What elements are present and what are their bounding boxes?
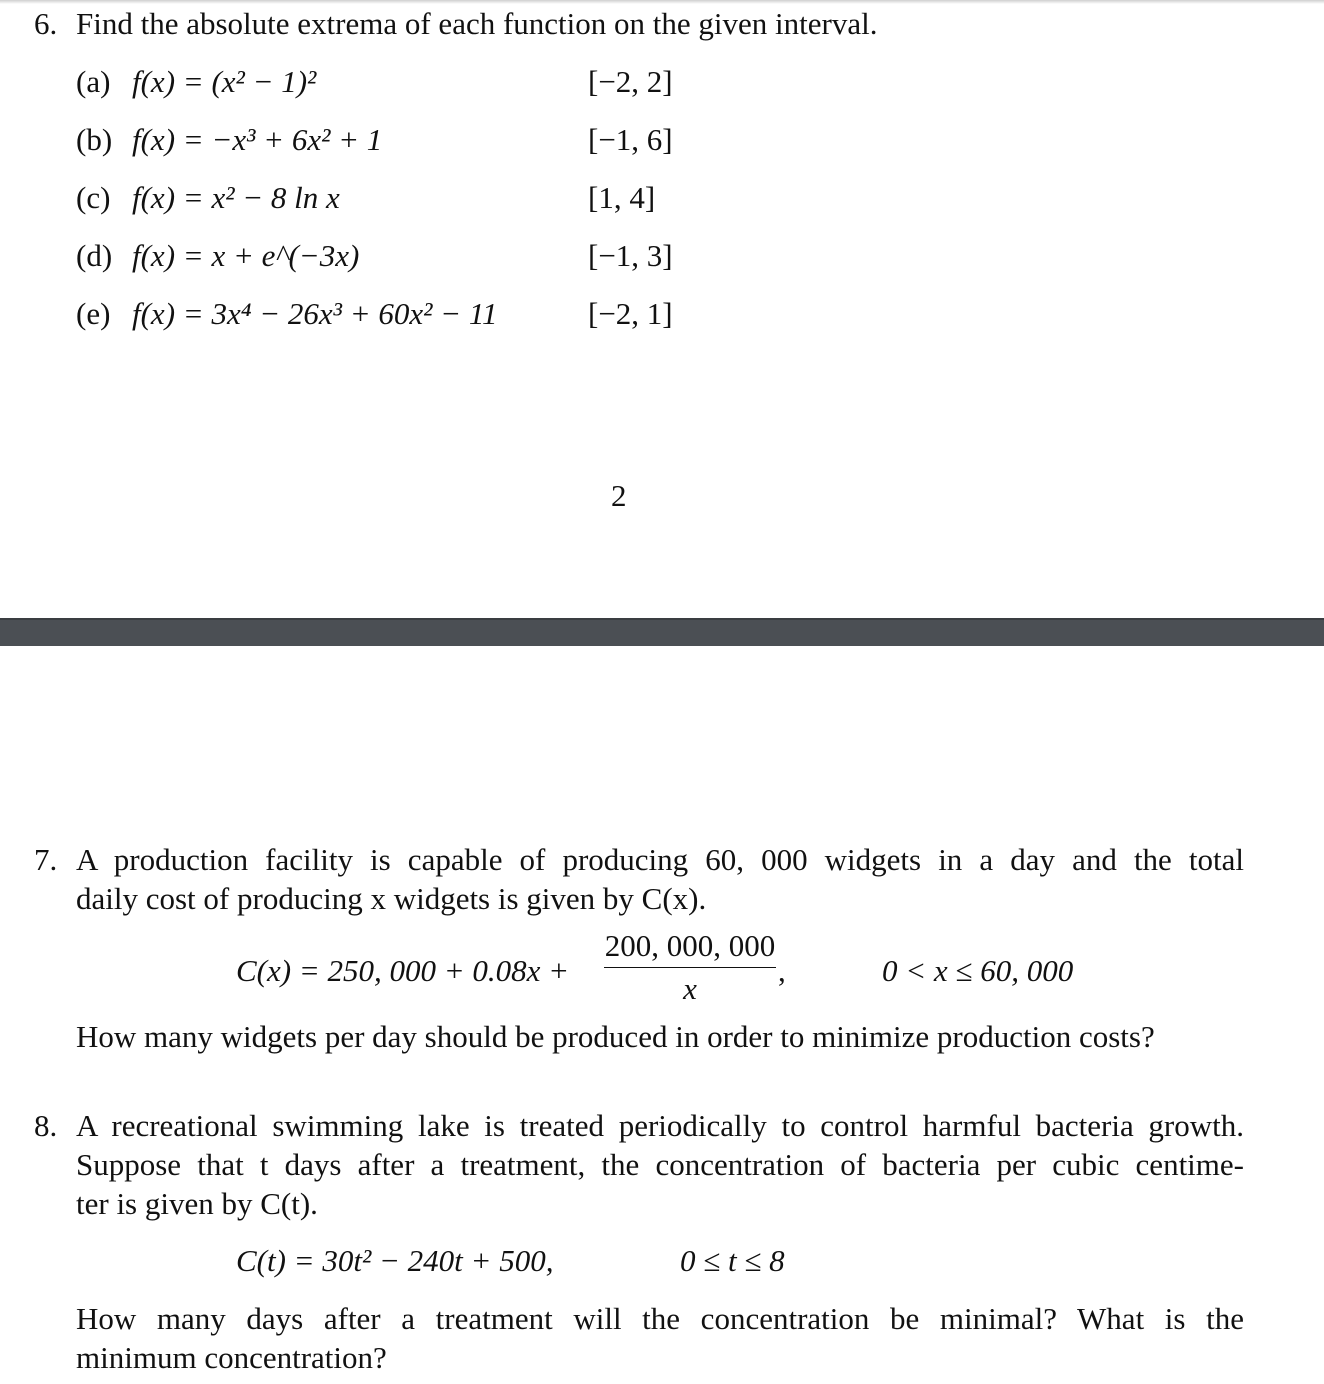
q8-line2-wrap xyxy=(76,1146,1244,1184)
q7-number: 7. xyxy=(34,842,58,877)
page-number: 2 xyxy=(611,478,627,513)
q6-part-b-function: f(x) = −x³ + 6x² + 1 xyxy=(132,122,383,157)
q8-question-line1-wrap xyxy=(76,1300,1244,1338)
page-3-top xyxy=(0,646,1324,1384)
q6-part-a-function: f(x) = (x² − 1)² xyxy=(132,64,317,99)
q6-part-d-function: f(x) = x + e^(−3x) xyxy=(132,238,360,273)
q7-line1: A production facility is capable of producing 60, 000 widgets in a day and the total xyxy=(76,842,1244,877)
q8-line3: ter is given by C(t). xyxy=(76,1186,318,1221)
q7-fraction-numerator: 200, 000, 000 xyxy=(604,928,776,963)
q8-question-line2: minimum concentration? xyxy=(76,1340,387,1375)
q8-domain: 0 ≤ t ≤ 8 xyxy=(680,1243,785,1278)
q7-fraction-bar xyxy=(604,967,776,968)
page-2-top xyxy=(0,0,1324,618)
q6-part-c-interval: [1, 4] xyxy=(588,180,656,215)
q7-fraction xyxy=(604,929,776,1006)
q6-part-c-function: f(x) = x² − 8 ln x xyxy=(132,180,340,215)
q7-formula-comma: , xyxy=(778,953,786,988)
page-top-edge xyxy=(0,0,1324,4)
q6-part-d-interval: [−1, 3] xyxy=(588,238,673,273)
q7-fraction-denominator: x xyxy=(683,971,697,1006)
q8-line1-wrap xyxy=(76,1107,1244,1145)
q6-part-b-label: (b) xyxy=(76,122,113,157)
q6-number: 6. xyxy=(34,6,58,41)
q7-domain: 0 < x ≤ 60, 000 xyxy=(882,953,1074,988)
q7-line2: daily cost of producing x widgets is given by C(x). xyxy=(76,881,707,916)
q6-part-b-interval: [−1, 6] xyxy=(588,122,673,157)
q6-part-c-label: (c) xyxy=(76,180,111,215)
q6-part-d-label: (d) xyxy=(76,238,113,273)
q6-prompt: Find the absolute extrema of each function on the given interval. xyxy=(76,6,878,41)
q6-part-a-interval: [−2, 2] xyxy=(588,64,673,99)
q7-question: How many widgets per day should be produced in order to minimize production costs? xyxy=(76,1019,1155,1054)
q6-part-e-interval: [−2, 1] xyxy=(588,296,673,331)
q7-formula-left: C(x) = 250, 000 + 0.08x + xyxy=(236,953,570,988)
q6-part-e-function: f(x) = 3x⁴ − 26x³ + 60x² − 11 xyxy=(132,296,498,331)
q8-formula: C(t) = 30t² − 240t + 500, xyxy=(236,1243,554,1278)
page-separator xyxy=(0,618,1324,646)
q6-part-e-label: (e) xyxy=(76,296,111,331)
q6-part-a-label: (a) xyxy=(76,64,111,99)
q8-question-line1: How many days after a treatment will the concentration be minimal? What is the xyxy=(76,1301,1244,1336)
q8-line1: A recreational swimming lake is treated periodically to control harmful bacteria growth. xyxy=(76,1108,1244,1143)
q8-line2: Suppose that t days after a treatment, the concentration of bacteria per cubic centime- xyxy=(76,1147,1244,1182)
q7-line1-wrap xyxy=(76,841,1244,879)
q8-number: 8. xyxy=(34,1108,58,1143)
